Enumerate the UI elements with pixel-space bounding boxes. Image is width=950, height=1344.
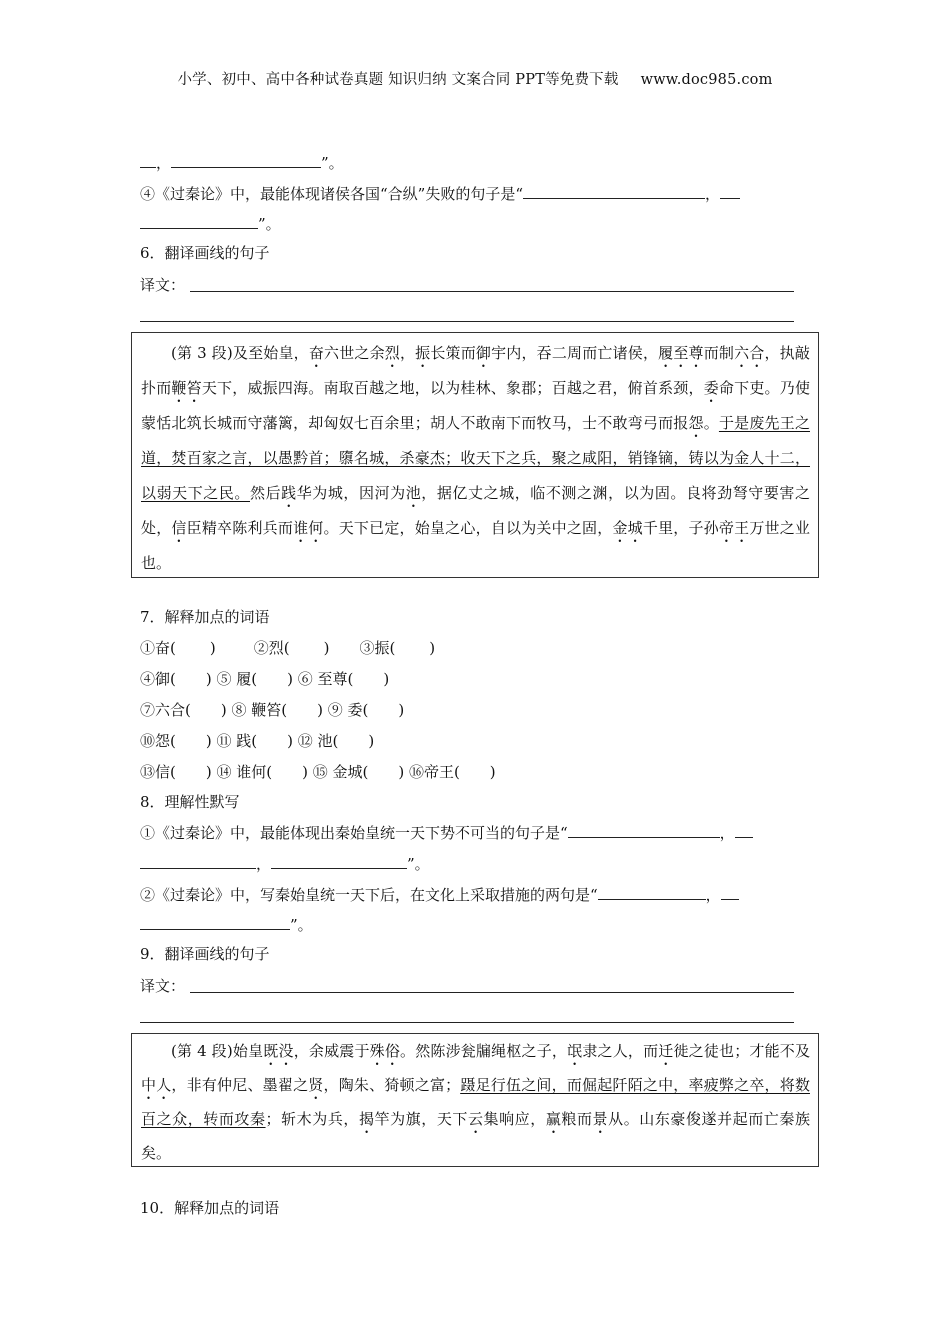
answer-blank[interactable]	[140, 914, 290, 930]
q7-row3: ⑦六合( ) ⑧ 鞭笞( ) ⑨ 委( )	[140, 701, 405, 719]
answer-blank[interactable]	[568, 822, 720, 838]
dotted-word: 帝王	[718, 518, 750, 537]
dotted-word: 振	[415, 344, 431, 362]
answer-blank[interactable]	[140, 152, 156, 168]
dotted-word: 景	[592, 1110, 609, 1128]
q7-row4: ⑩怨( ) ⑪ 践( ) ⑫ 池( )	[140, 732, 375, 750]
q9-title: 9．翻译画线的句子	[140, 945, 270, 963]
answer-blank[interactable]	[720, 183, 740, 199]
passage-text: 六世之余	[324, 344, 385, 362]
dotted-word: 履	[658, 344, 674, 362]
passage-text: 宇内，	[491, 344, 537, 362]
q8-item2: ②《过秦论》中，写秦始皇统一天下后，在文化上采取措施的两句是“ ，	[140, 884, 739, 905]
dotted-word: 六合	[734, 344, 765, 362]
dotted-word: 御	[475, 344, 492, 362]
dotted-word: 中人	[141, 1076, 172, 1094]
passage-text: 天下，威振四海。南取百越之地，以为桂林、象郡；百越之君，俯首系颈，	[201, 379, 704, 397]
dotted-word: 池	[405, 483, 422, 502]
q5-item4-cont: ”。	[140, 213, 281, 234]
dotted-word: 践	[281, 483, 297, 502]
dotted-word: 云	[467, 1110, 484, 1128]
q6-title: 6．翻译画线的句子	[140, 244, 270, 262]
q8-item1-cont: ， ”。	[140, 853, 430, 874]
passage-text: 华为城，因河为	[296, 483, 406, 502]
dotted-word: 揭	[358, 1110, 375, 1128]
passage-text: ，据亿丈之城，临不测之渊，以为固。良将劲弩守要害之处，	[141, 483, 810, 537]
dotted-word: 烈	[384, 344, 400, 362]
dotted-word: 怨	[688, 414, 704, 432]
passage-text: 。天下已定，始皇之心，自以为关中之固，	[323, 518, 613, 537]
passage-text: ；斩木为兵，	[265, 1110, 359, 1128]
passage-text: 万世之业也。	[141, 518, 810, 572]
translation-line[interactable]	[140, 321, 794, 322]
passage-text: 吞二周而亡诸侯，	[536, 344, 659, 362]
passage-text: 。	[703, 414, 719, 432]
q9-label: 译文：	[140, 977, 186, 995]
answer-blank[interactable]	[140, 853, 256, 869]
passage-text: ，执敲扑而	[141, 344, 810, 397]
q7-title: 7．解释加点的词语	[140, 608, 270, 626]
passage-text: 集响应，	[483, 1110, 546, 1128]
passage-text: (第 3 段)及至始皇，	[171, 344, 309, 362]
passage-text: 然后	[250, 483, 282, 502]
header-text: 小学、初中、高中各种试卷真题 知识归纳 文案合同 PPT等免费下载	[177, 72, 619, 88]
passage-text: 徙之徒也；	[673, 1042, 750, 1060]
q8-title: 8．理解性默写	[140, 793, 240, 811]
answer-blank[interactable]	[598, 884, 706, 900]
passage-text: (第 4 段)始皇	[171, 1042, 264, 1060]
dotted-word: 氓	[567, 1042, 583, 1060]
passage-text: ，陶朱、猗顿之富；	[323, 1076, 461, 1094]
dotted-word: 贤	[308, 1076, 324, 1094]
passage-text: 臣精卒陈利兵而	[186, 518, 294, 537]
dotted-word: 赢	[545, 1110, 562, 1128]
passage-text: 隶之人，而	[582, 1042, 659, 1060]
answer-blank[interactable]	[523, 183, 705, 199]
q7-row1: ①奋( ) ②烈( ) ③振( )	[140, 639, 436, 657]
translation-line[interactable]	[190, 291, 794, 292]
passage-para3	[131, 332, 819, 578]
passage-text: 竿为旗，天下	[374, 1110, 468, 1128]
q8-item2-cont: ”。	[140, 914, 313, 935]
passage-text: 而制	[703, 344, 735, 362]
passage-text: 长策而	[430, 344, 476, 362]
passage-text: 粮而	[561, 1110, 593, 1128]
passage-text: 千里，子孙	[642, 518, 719, 537]
passage-text: 从。山东豪俊遂并起而亡秦族矣。	[141, 1110, 810, 1162]
q7-row5: ⑬信( ) ⑭ 谁何( ) ⑮ 金城( ) ⑯帝王( )	[140, 763, 496, 781]
passage-para4	[131, 1033, 819, 1167]
page-header	[0, 68, 950, 89]
dotted-word: 既没	[263, 1042, 294, 1060]
answer-blank[interactable]	[735, 822, 753, 838]
answer-blank[interactable]	[140, 213, 258, 229]
dotted-word: 迁	[658, 1042, 674, 1060]
dotted-word: 谁何	[293, 518, 324, 537]
passage-text: 命下吏。乃使蒙恬北筑长城而守藩篱，却匈奴七百余里；胡人不敢南下而牧马，士不敢弯弓而报	[141, 379, 810, 432]
q8-item1: ①《过秦论》中，最能体现出秦始皇统一天下势不可当的句子是“ ，	[140, 822, 753, 843]
passage-text: 才能不及	[749, 1042, 810, 1060]
dotted-word: 信	[171, 518, 187, 537]
q10-title: 10．解释加点的词语	[140, 1199, 280, 1217]
translation-line[interactable]	[190, 992, 794, 993]
translation-line[interactable]	[140, 1022, 794, 1023]
dotted-word: 金城	[612, 518, 643, 537]
q5-continuation: ， ”。	[140, 152, 344, 173]
underlined-sentence: 蹑足行伍之间，而倔起阡陌之中，率疲弊之卒，将数百之众，转而攻秦	[141, 1076, 810, 1128]
dotted-word: 奋	[308, 344, 325, 362]
answer-blank[interactable]	[721, 884, 739, 900]
dotted-word: 至尊	[673, 344, 704, 362]
passage-text: ，非有仲尼、墨翟之	[171, 1076, 309, 1094]
answer-blank[interactable]	[271, 853, 407, 869]
passage-text: 。然陈涉瓮牖绳枢之子，	[400, 1042, 568, 1060]
dotted-word: 鞭笞	[171, 379, 202, 397]
q7-row2: ④御( ) ⑤ 履( ) ⑥ 至尊( )	[140, 670, 390, 688]
passage-text: ，	[399, 344, 416, 362]
q6-label: 译文：	[140, 276, 186, 294]
dotted-word: 殊俗	[369, 1042, 401, 1060]
answer-blank[interactable]	[171, 152, 321, 168]
q5-item4: ④《过秦论》中，最能体现诸侯各国“合纵”失败的句子是“ ，	[140, 183, 740, 204]
header-site: www.doc985.com	[640, 72, 773, 88]
passage-text: ，余威震于	[293, 1042, 370, 1060]
underlined-sentence: 于是废先王之道，焚百家之言，以愚黔首；隳名城，杀豪杰；收天下之兵，聚之咸阳，销锋镝，铸以为金人十二，以弱天下之民。	[141, 414, 810, 502]
dotted-word: 委	[703, 379, 719, 397]
